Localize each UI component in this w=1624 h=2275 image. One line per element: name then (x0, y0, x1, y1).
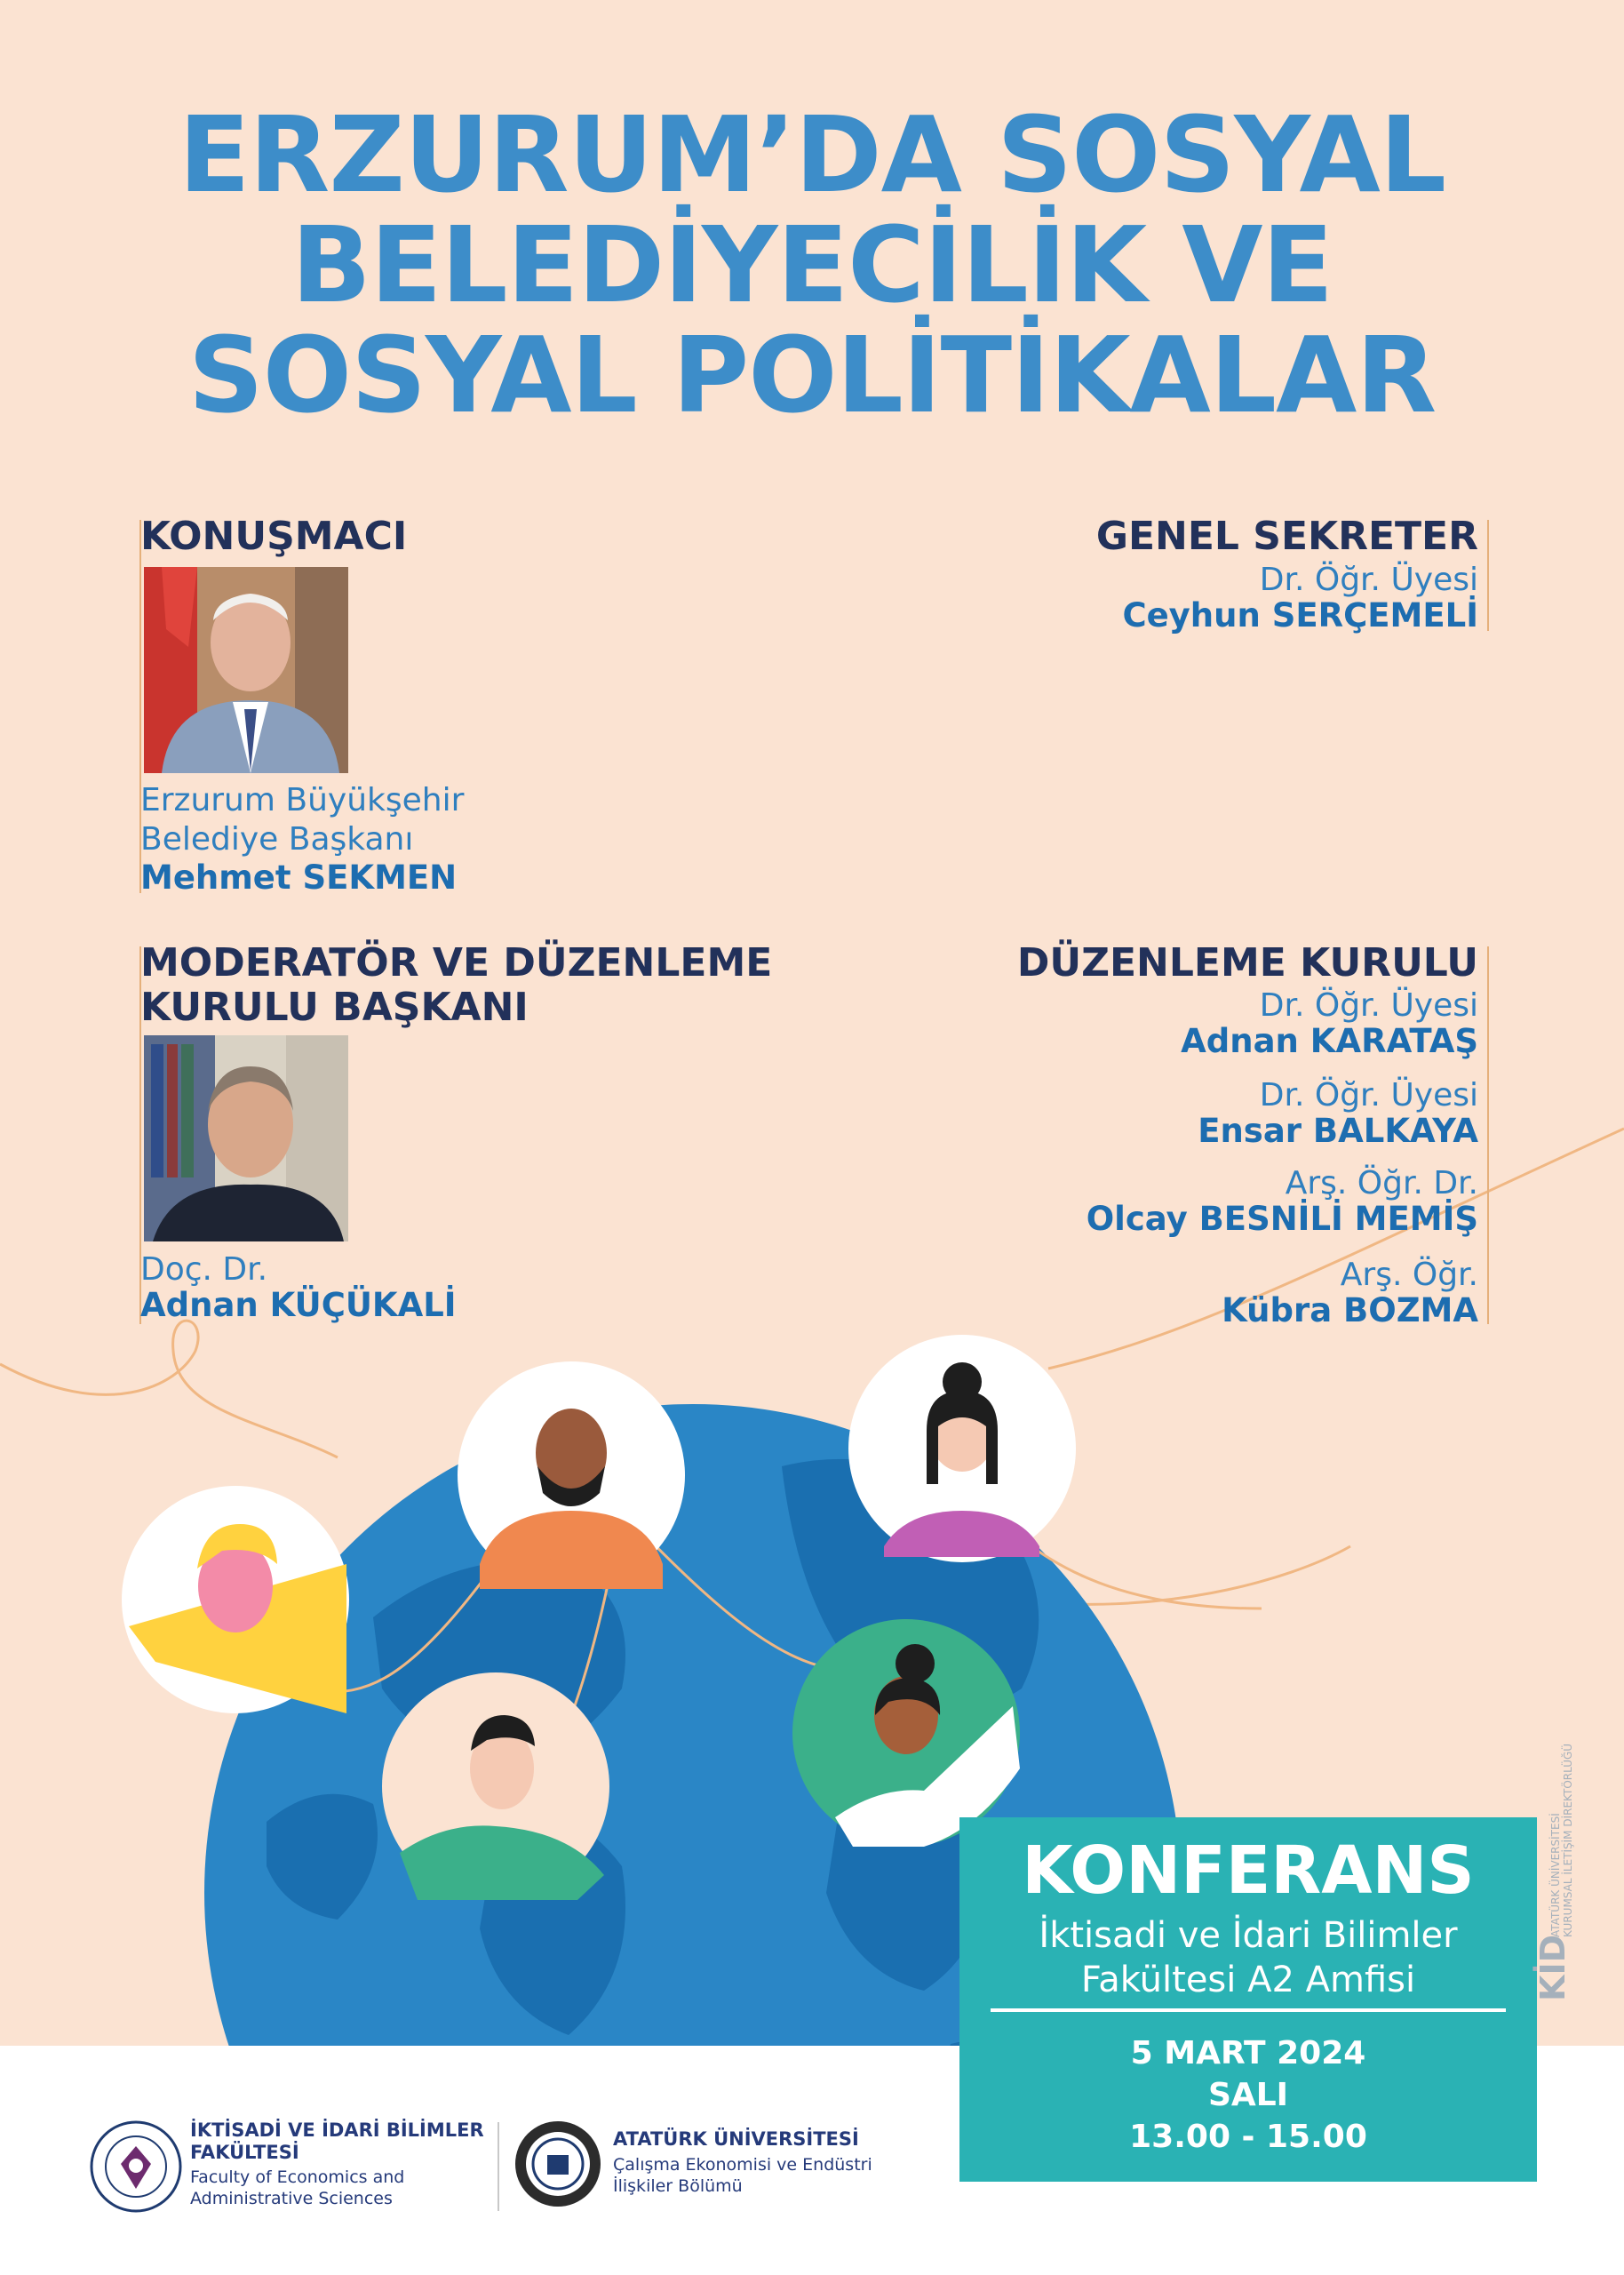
moderator-name: Adnan KÜÇÜKALİ (140, 1286, 457, 1324)
conference-time: 13.00 - 15.00 (1129, 2119, 1367, 2155)
secretary-name: Ceyhun SERÇEMELİ (1122, 596, 1478, 635)
faculty-name-tr-line-1: İKTİSADİ VE İDARİ BİLİMLER (190, 2119, 484, 2141)
university-name: ATATÜRK ÜNİVERSİTESİ (613, 2128, 859, 2150)
title-line-2: BELEDİYECİLİK VE (291, 204, 1333, 326)
moderator-portrait (144, 1035, 348, 1241)
committee-heading: DÜZENLEME KURULU (1016, 940, 1478, 986)
moderator-heading-line-2: KURULU BAŞKANI (140, 985, 529, 1030)
avatar-man-green-shirt (382, 1672, 609, 1900)
committee-member-1-name: Adnan KARATAŞ (1181, 1022, 1478, 1060)
faculty-name-tr-line-2: FAKÜLTESİ (190, 2142, 299, 2163)
avatar-bearded-man (458, 1361, 685, 1589)
conference-info-box (959, 1817, 1537, 2182)
conference-venue (959, 1913, 1537, 2002)
conference-date: 5 MART 2024 (1130, 2035, 1366, 2071)
kid-logo-mark: KİD (1533, 1934, 1572, 2001)
footer-divider (498, 2122, 499, 2211)
conference-venue-line-1: İktisadi ve İdari Bilimler (1039, 1915, 1458, 1956)
department-seal-icon (513, 2119, 602, 2208)
conference-venue-line-2: Fakültesi A2 Amfisi (1080, 1960, 1416, 2000)
speaker-heading: KONUŞMACI (140, 514, 408, 559)
side-credit-line-1: ATATÜRK ÜNİVERSİTESİ (1549, 1813, 1562, 1937)
committee-member-2-role: Dr. Öğr. Üyesi (1259, 1077, 1478, 1114)
committee-member-3-name: Olcay BESNİLİ MEMİŞ (1086, 1200, 1478, 1238)
speaker-role-line-1: Erzurum Büyükşehir (140, 782, 465, 818)
avatar-yellow-hair (122, 1486, 349, 1713)
conference-day: SALI (1207, 2077, 1289, 2113)
conference-divider (991, 2008, 1506, 2012)
avatar-woman-bun (848, 1335, 1076, 1562)
committee-member-1-role: Dr. Öğr. Üyesi (1259, 987, 1478, 1024)
secretary-heading: GENEL SEKRETER (1095, 514, 1478, 559)
speaker-name: Mehmet SEKMEN (140, 858, 458, 897)
conference-title: KONFERANS (1022, 1832, 1475, 1909)
moderator-photo (144, 1035, 348, 1241)
speaker-portrait (144, 567, 348, 773)
speaker-role-line-2: Belediye Başkanı (140, 821, 414, 858)
department-name-line-2: İlişkiler Bölümü (613, 2176, 743, 2196)
faculty-name-en-line-2: Administrative Sciences (190, 2189, 393, 2208)
moderator-heading-line-1: MODERATÖR VE DÜZENLEME (140, 940, 773, 986)
secretary-divider (1487, 520, 1489, 631)
committee-member-2-name: Ensar BALKAYA (1198, 1112, 1478, 1150)
poster-title (0, 93, 1624, 436)
speaker-photo (144, 567, 348, 773)
faculty-seal-icon (89, 2119, 183, 2214)
committee-divider (1487, 946, 1489, 1324)
committee-member-4-role: Arş. Öğr. (1340, 1257, 1478, 1293)
committee-member-4-name: Kübra BOZMA (1222, 1291, 1478, 1329)
title-line-1: ERZURUM’DA SOSYAL (178, 93, 1446, 216)
committee-member-3-role: Arş. Öğr. Dr. (1285, 1165, 1478, 1201)
faculty-name-en-line-1: Faculty of Economics and (190, 2167, 405, 2187)
title-line-3: SOSYAL POLİTİKALAR (187, 314, 1437, 436)
avatar-woman-white-shirt (792, 1619, 1020, 1847)
side-credit-line-2: KURUMSAL İLETİŞİM DİREKTÖRLÜĞÜ (1562, 1743, 1574, 1937)
moderator-role: Doç. Dr. (140, 1251, 268, 1288)
secretary-role: Dr. Öğr. Üyesi (1259, 562, 1478, 598)
department-name-line-1: Çalışma Ekonomisi ve Endüstri (613, 2155, 872, 2175)
